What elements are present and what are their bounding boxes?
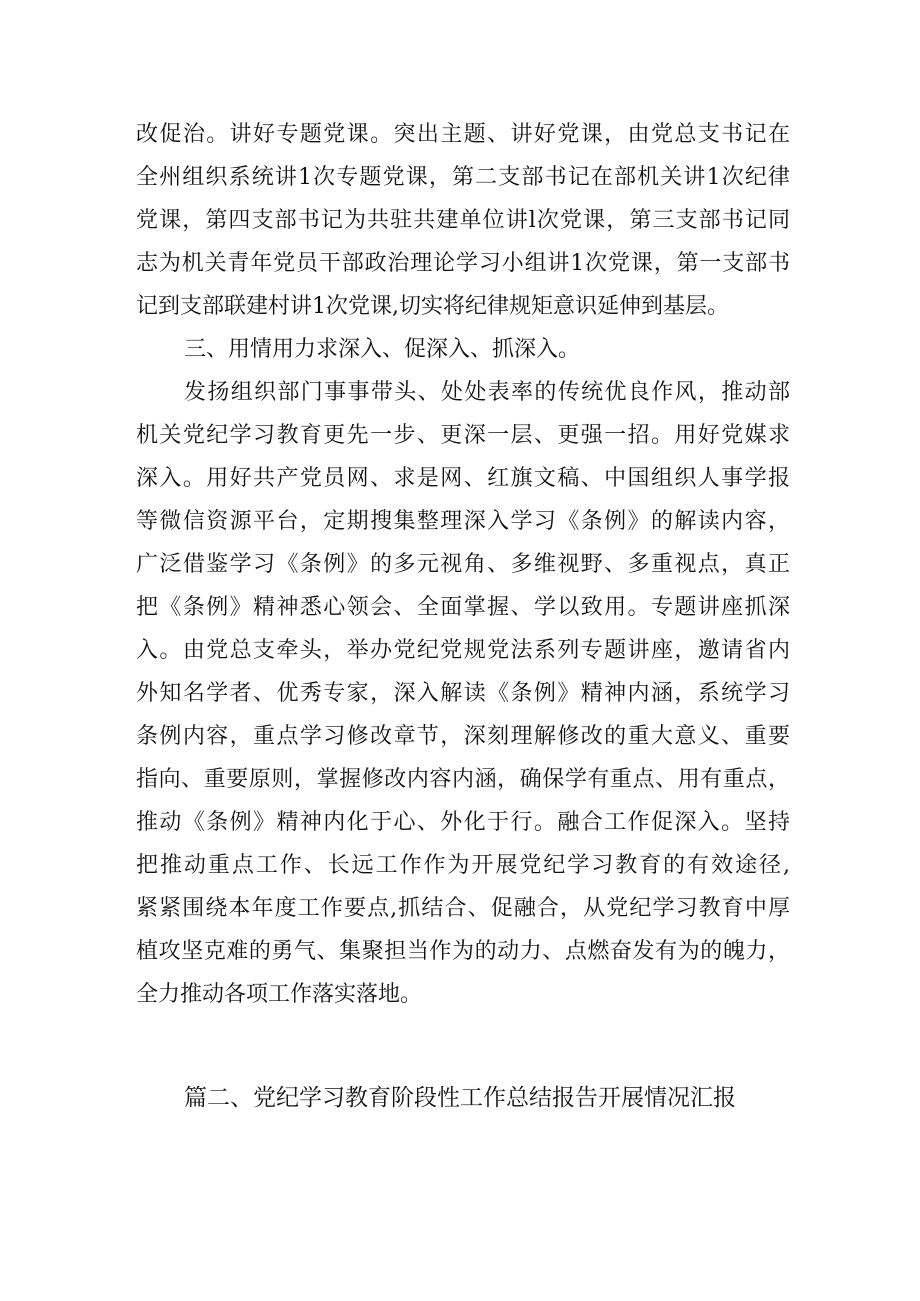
paragraph-line: 全州组织系统讲1次专题党课，第二支部书记在部机关讲1次纪律 — [136, 165, 790, 190]
paragraph-line: 指向、重要原则，掌握修改内容内涵，确保学有重点、用有重点， — [136, 767, 790, 792]
paragraph-line: 全力推动各项工作落实落地。 — [136, 982, 423, 1007]
paragraph-line: 改促治。讲好专题党课。突出主题、讲好党课，由党总支书记在 — [136, 122, 790, 147]
paragraph-party-lectures — [136, 113, 790, 328]
paragraph-line: 植攻坚克难的勇气、集聚担当作为的动力、点燃奋发有为的魄力， — [136, 939, 790, 964]
paragraph-line: 广泛借鉴学习《条例》的多元视角、多维视野、多重视点，真正 — [136, 552, 790, 577]
paragraph-line: 等微信资源平台，定期搜集整理深入学习《条例》的解读内容， — [136, 509, 790, 534]
paragraph-line: 入。由党总支牵头，举办党纪党规党法系列专题讲座，邀请省内 — [136, 638, 790, 663]
paragraph-line: 党课，第四支部书记为共驻共建单位讲l次党课，第三支部书记同 — [136, 208, 790, 233]
paragraph-line: 紧紧围绕本年度工作要点,抓结合、促融合，从党纪学习教育中厚 — [136, 896, 790, 921]
paragraph-line: 机关党纪学习教育更先一步、更深一层、更强一招。用好党媒求 — [136, 423, 790, 448]
subheading-three: 三、用情用力求深入、促深入、抓深入。 — [184, 337, 581, 362]
paragraph-line: 把《条例》精神悉心领会、全面掌握、学以致用。专题讲座抓深 — [136, 595, 790, 620]
paragraph-line: 把推动重点工作、长远工作作为开展党纪学习教育的有效途径, — [136, 853, 790, 878]
paragraph-deepen-study — [136, 371, 790, 1016]
paragraph-line: 发扬组织部门事事带头、处处表率的传统优良作风，推动部 — [184, 380, 790, 405]
paragraph-line: 条例内容，重点学习修改章节，深刻理解修改的重大意义、重要 — [136, 724, 790, 749]
paragraph-line: 志为机关青年党员干部政治理论学习小组讲1次党课，第一支部书 — [136, 251, 790, 276]
section-title: 篇二、党纪学习教育阶段性工作总结报告开展情况汇报 — [184, 1085, 736, 1111]
paragraph-line: 推动《条例》精神内化于心、外化于行。融合工作促深入。坚持 — [136, 810, 790, 835]
paragraph-line: 深入。用好共产党员网、求是网、红旗文稿、中国组织人事学报 — [136, 466, 790, 491]
paragraph-line: 外知名学者、优秀专家，深入解读《条例》精神内涵，系统学习 — [136, 681, 790, 706]
paragraph-line: 记到支部联建村讲1次党课,切实将纪律规矩意识延伸到基层。 — [136, 294, 729, 319]
